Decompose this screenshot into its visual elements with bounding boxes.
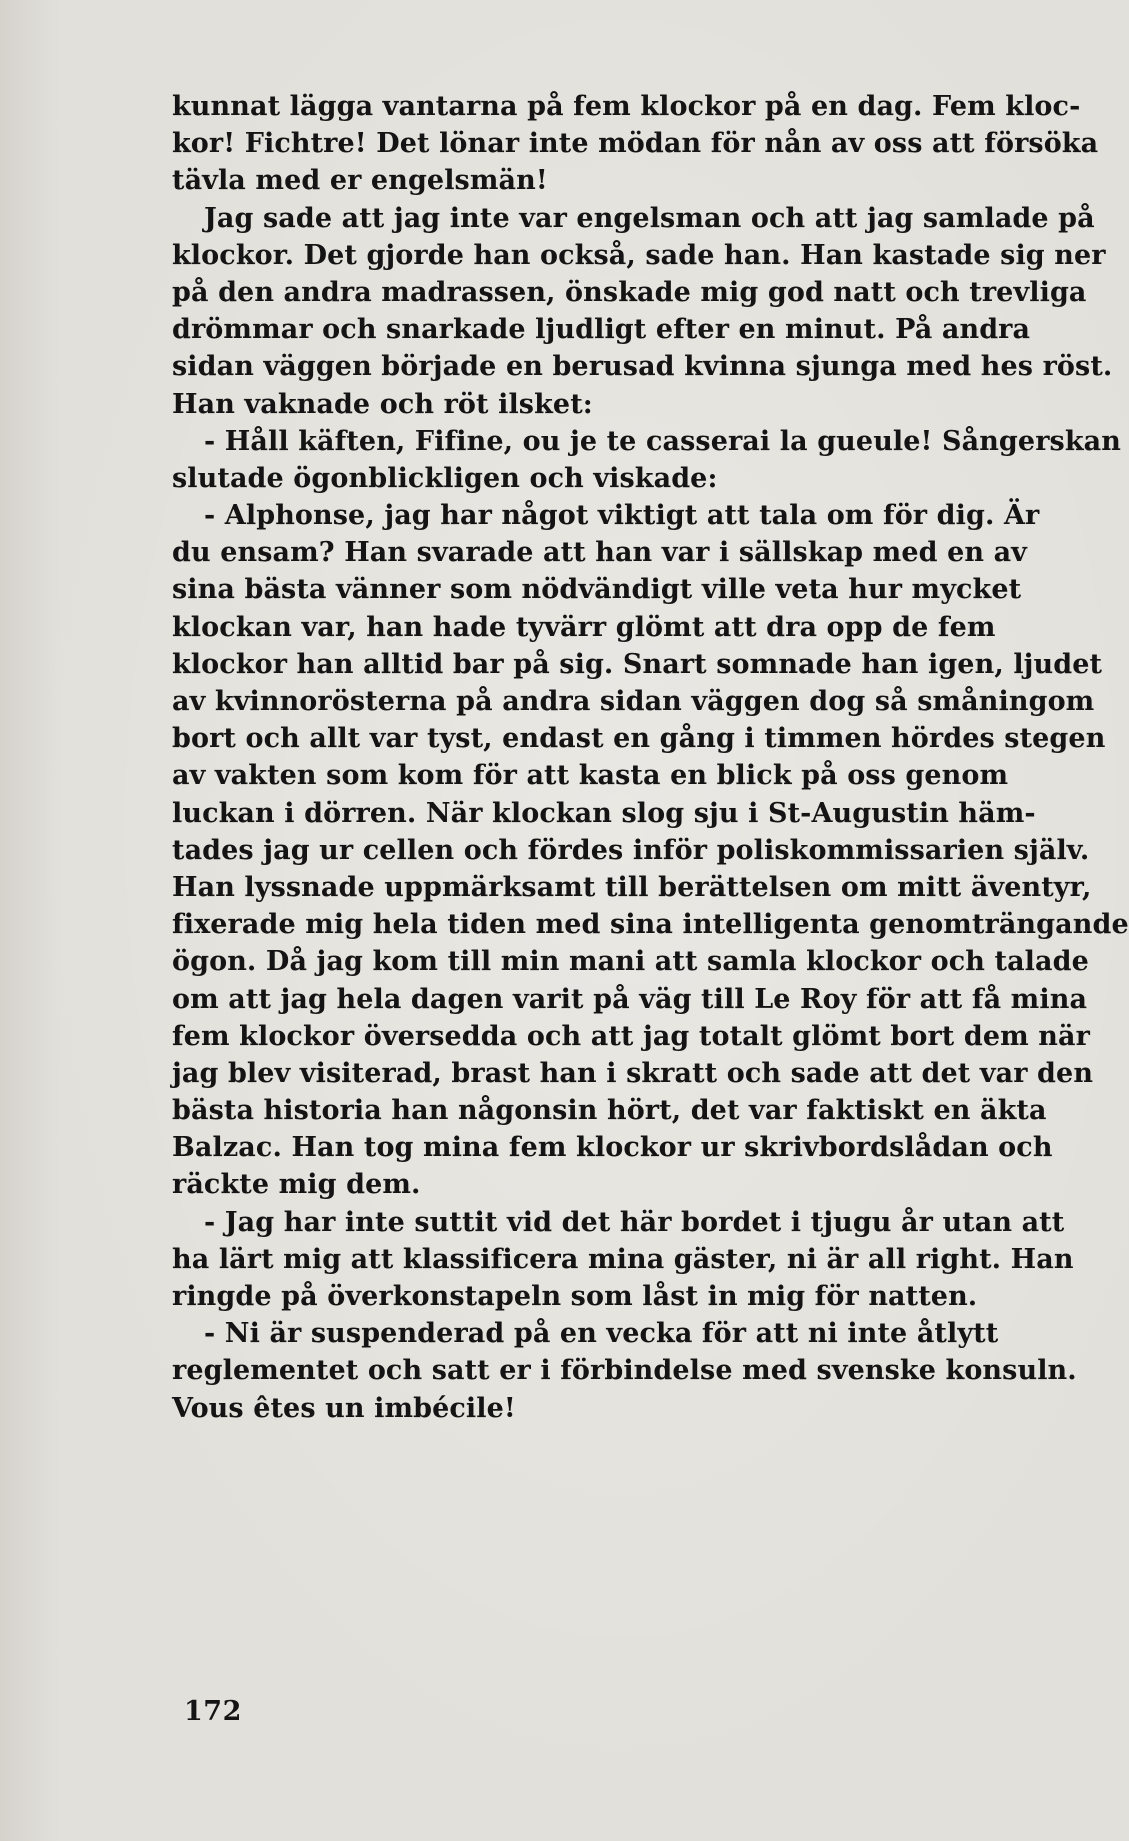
text-line: kor! Fichtre! Det lönar inte mödan för nån av oss att försöka xyxy=(172,128,1099,160)
text-line: slutade ögonblickligen och viskade: xyxy=(172,462,718,494)
text-line: Han lyssnade uppmärksamt till berättelsen om mitt äventyr, xyxy=(172,871,1092,903)
text-line: - Jag har inte suttit vid det här bordet i tjugu år utan att xyxy=(204,1206,1065,1238)
text-line: Vous êtes un imbécile! xyxy=(172,1392,516,1424)
text-line: - Alphonse, jag har något viktigt att tala om för dig. Är xyxy=(204,500,1040,532)
text-line: Han vaknade och röt ilsket: xyxy=(172,388,593,420)
text-line: ögon. Då jag kom till min mani att samla klockor och talade xyxy=(172,946,1089,978)
text-line: fixerade mig hela tiden med sina intelligenta genomträngande xyxy=(172,909,1129,941)
text-line: tades jag ur cellen och fördes inför poliskommissarien själv. xyxy=(172,834,1090,866)
page-number: 172 xyxy=(184,1696,242,1727)
text-line: av kvinnorösterna på andra sidan väggen dog så småningom xyxy=(172,686,1095,717)
text-line: luckan i dörren. När klockan slog sju i St-Augustin häm- xyxy=(172,797,1036,829)
text-line: sina bästa vänner som nödvändigt ville veta hur mycket xyxy=(172,574,1022,606)
text-line: ringde på överkonstapeln som låst in mig för natten. xyxy=(172,1281,978,1312)
text-line: kunnat lägga vantarna på fem klockor på en dag. Fem kloc- xyxy=(172,91,1081,122)
text-line: sidan väggen började en berusad kvinna sjunga med hes röst. xyxy=(172,351,1113,383)
text-line: jag blev visiterad, brast han i skratt och sade att det var den xyxy=(172,1057,1094,1089)
body-text xyxy=(172,88,1129,1427)
text-line: räckte mig dem. xyxy=(172,1169,421,1201)
text-line: Balzac. Han tog mina fem klockor ur skrivbordslådan och xyxy=(172,1132,1053,1164)
text-line: Jag sade att jag inte var engelsman och att jag samlade på xyxy=(204,202,1095,234)
text-line: om att jag hela dagen varit på väg till Le Roy för att få mina xyxy=(172,983,1088,1015)
text-line: bort och allt var tyst, endast en gång i timmen hördes stegen xyxy=(172,723,1106,755)
text-line: av vakten som kom för att kasta en blick på oss genom xyxy=(172,760,1009,792)
text-line: reglementet och satt er i förbindelse med svenske konsuln. xyxy=(172,1355,1077,1387)
text-line: bästa historia han någonsin hört, det var faktiskt en äkta xyxy=(172,1095,1047,1127)
text-line: fem klockor översedda och att jag totalt glömt bort dem när xyxy=(172,1020,1090,1052)
text-line: på den andra madrassen, önskade mig god natt och trevliga xyxy=(172,276,1087,308)
text-line: - Ni är suspenderad på en vecka för att ni inte åtlytt xyxy=(204,1318,999,1350)
text-line: klockan var, han hade tyvärr glömt att dra opp de fem xyxy=(172,611,996,643)
text-line: - Håll käften, Fifine, ou je te casserai la gueule! Sångerskan xyxy=(204,425,1121,457)
text-line: tävla med er engelsmän! xyxy=(172,165,548,197)
text-line: du ensam? Han svarade att han var i sällskap med en av xyxy=(172,537,1027,569)
text-line: drömmar och snarkade ljudligt efter en minut. På andra xyxy=(172,314,1031,346)
text-line: ha lärt mig att klassificera mina gäster, ni är all right. Han xyxy=(172,1243,1074,1275)
text-line: klockor han alltid bar på sig. Snart somnade han igen, ljudet xyxy=(172,648,1103,680)
text-line: klockor. Det gjorde han också, sade han. Han kastade sig ner xyxy=(172,239,1106,271)
